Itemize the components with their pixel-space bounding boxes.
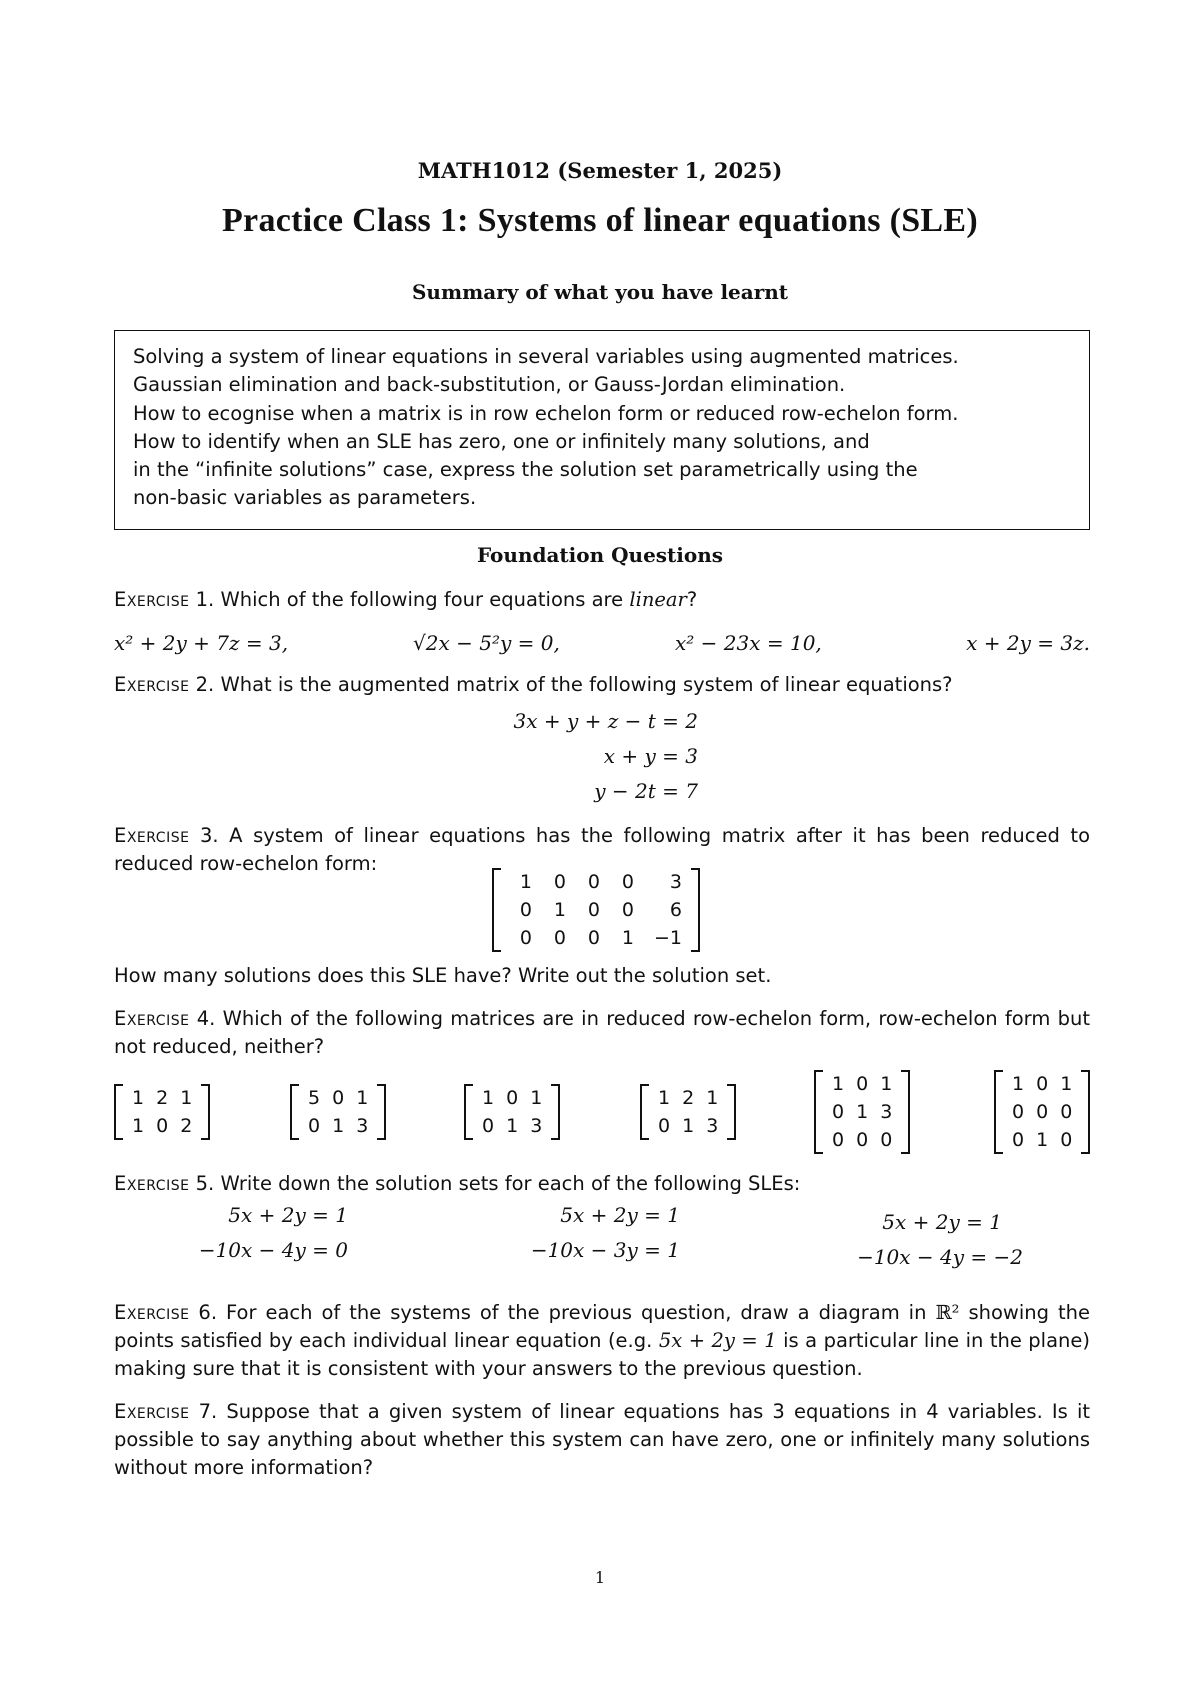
summary-line: How to identify when an SLE has zero, one or infinitely many solutions, and bbox=[133, 429, 870, 453]
exercise-5-prompt bbox=[114, 1170, 1090, 1198]
summary-list bbox=[133, 343, 1079, 513]
exercise-text: For each of the systems of the previous question, draw a diagram in bbox=[226, 1301, 936, 1324]
exercise-7-prompt bbox=[114, 1398, 1090, 1482]
exercise-number: 6. bbox=[198, 1301, 218, 1324]
matrix-cell: 0 bbox=[587, 899, 600, 921]
equation: 5x + 2y = 1 bbox=[560, 1203, 680, 1227]
matrix-grid bbox=[504, 868, 688, 952]
matrix-cell: 1 bbox=[356, 1087, 369, 1109]
matrix-cell: 1 bbox=[706, 1087, 719, 1109]
summary-line: Gaussian elimination and back-substitution, or Gauss-Jordan elimination. bbox=[133, 373, 846, 397]
matrix-cell: 1 bbox=[482, 1087, 495, 1109]
exercise-text: Which of the following four equations are bbox=[220, 588, 630, 611]
matrix-cell: 0 bbox=[1036, 1101, 1049, 1123]
matrix-row bbox=[504, 868, 688, 896]
exercise-number: 1. bbox=[195, 588, 215, 611]
matrix-row bbox=[826, 1098, 898, 1126]
equation: y − 2t = 7 bbox=[594, 779, 698, 803]
matrix-row bbox=[126, 1112, 198, 1140]
matrix-option-2 bbox=[290, 1084, 386, 1140]
summary-heading: Summary of what you have learnt bbox=[411, 280, 789, 304]
matrix-cell: 0 bbox=[832, 1101, 845, 1123]
matrix-cell: 3 bbox=[356, 1115, 369, 1137]
matrix-cell: 1 bbox=[682, 1115, 695, 1137]
left-bracket bbox=[814, 1070, 823, 1154]
right-bracket bbox=[201, 1084, 210, 1140]
exercise-6-prompt bbox=[114, 1299, 1090, 1383]
equation: 5x + 2y = 1 bbox=[882, 1210, 1002, 1234]
matrix-cell: 0 bbox=[587, 871, 600, 893]
matrix-option-4 bbox=[640, 1084, 736, 1140]
matrix-cell: 0 bbox=[1012, 1129, 1025, 1151]
matrix-row bbox=[126, 1084, 198, 1112]
exercise-label: Exercise bbox=[114, 1007, 190, 1030]
exercise-label: Exercise bbox=[114, 588, 190, 611]
matrix-cell: 0 bbox=[658, 1115, 671, 1137]
matrix-cell: 1 bbox=[506, 1115, 519, 1137]
matrix-row bbox=[826, 1126, 898, 1154]
matrix-cell: −1 bbox=[653, 927, 682, 949]
right-bracket bbox=[551, 1084, 560, 1140]
matrix-cell: 0 bbox=[553, 927, 566, 949]
exercise-number: 4. bbox=[196, 1007, 216, 1030]
equation: −10x − 4y = 0 bbox=[198, 1238, 348, 1262]
exercise-3-question: How many solutions does this SLE have? Write out the solution set. bbox=[114, 964, 772, 987]
matrix-cell: 3 bbox=[669, 871, 682, 893]
exercise-text: What is the augmented matrix of the following system of linear equations? bbox=[220, 673, 953, 696]
matrix-row bbox=[504, 896, 688, 924]
equation: x + y = 3 bbox=[603, 744, 698, 768]
matrix-grid bbox=[826, 1070, 898, 1154]
matrix-cell: 0 bbox=[1036, 1073, 1049, 1095]
exercise-2-prompt bbox=[114, 671, 1090, 699]
rref-matrix bbox=[492, 868, 700, 952]
summary-line: Solving a system of linear equations in several variables using augmented matrices. bbox=[133, 345, 959, 368]
equation: x + 2y = 3z. bbox=[966, 631, 1090, 655]
real-plane-symbol: ℝ² bbox=[935, 1301, 960, 1324]
matrix-cell: 1 bbox=[132, 1115, 145, 1137]
inline-equation: 5x + 2y = 1 bbox=[658, 1329, 777, 1352]
exercise-text: Suppose that a given system of linear equations has 3 equations in 4 variables. Is it possible to say anything about whether this system can have zero, one or infinitely many solutions without more information? bbox=[114, 1400, 1091, 1479]
equation: 5x + 2y = 1 bbox=[228, 1203, 348, 1227]
summary-box bbox=[114, 330, 1090, 530]
matrix-cell: 0 bbox=[1060, 1129, 1073, 1151]
matrix-cell: 5 bbox=[308, 1087, 321, 1109]
right-bracket bbox=[691, 868, 700, 952]
matrix-cell: 0 bbox=[308, 1115, 321, 1137]
matrix-row bbox=[476, 1112, 548, 1140]
section-heading: Foundation Questions bbox=[476, 543, 724, 567]
matrix-cell: 0 bbox=[1060, 1101, 1073, 1123]
exercise-label: Exercise bbox=[114, 673, 190, 696]
matrix-cell: 0 bbox=[332, 1087, 345, 1109]
matrix-cell: 3 bbox=[706, 1115, 719, 1137]
exercise-text: A system of linear equations has the following matrix after it has been reduced to reduced row-echelon form: bbox=[114, 824, 1091, 875]
left-bracket bbox=[640, 1084, 649, 1140]
equation: −10x − 4y = −2 bbox=[857, 1245, 1023, 1269]
matrix-cell: 0 bbox=[519, 927, 532, 949]
exercise-text: Write down the solution sets for each of the following SLEs: bbox=[220, 1172, 801, 1195]
matrix-row bbox=[476, 1084, 548, 1112]
matrix-cell: 1 bbox=[832, 1073, 845, 1095]
matrix-grid bbox=[1006, 1070, 1078, 1154]
summary-line: non-basic variables as parameters. bbox=[133, 486, 477, 510]
matrix-cell: 1 bbox=[880, 1073, 893, 1095]
matrix-option-5 bbox=[814, 1070, 910, 1154]
matrix-cell: 1 bbox=[530, 1087, 543, 1109]
right-bracket bbox=[377, 1084, 386, 1140]
matrix-cell: 0 bbox=[506, 1087, 519, 1109]
matrix-row bbox=[652, 1112, 724, 1140]
matrix-cell: 1 bbox=[658, 1087, 671, 1109]
matrix-cell: 0 bbox=[587, 927, 600, 949]
exercise-text: Which of the following matrices are in reduced row-echelon form, row-echelon form but not reduced, neither? bbox=[114, 1007, 1090, 1058]
matrix-cell: 1 bbox=[519, 871, 532, 893]
matrix-row bbox=[1006, 1070, 1078, 1098]
right-bracket bbox=[1081, 1070, 1090, 1154]
equation: x² + 2y + 7z = 3, bbox=[114, 631, 289, 655]
matrix-cell: 1 bbox=[180, 1087, 193, 1109]
emphasis-text: linear bbox=[629, 588, 687, 611]
equation: −10x − 3y = 1 bbox=[530, 1238, 680, 1262]
exercise-4-prompt bbox=[114, 1005, 1090, 1061]
matrix-cell: 1 bbox=[332, 1115, 345, 1137]
matrix-cell: 0 bbox=[880, 1129, 893, 1151]
matrix-row bbox=[302, 1112, 374, 1140]
matrix-cell: 0 bbox=[1012, 1101, 1025, 1123]
matrix-grid bbox=[126, 1084, 198, 1140]
matrix-grid bbox=[302, 1084, 374, 1140]
matrix-cell: 0 bbox=[519, 899, 532, 921]
left-bracket bbox=[464, 1084, 473, 1140]
matrix-cell: 3 bbox=[530, 1115, 543, 1137]
exercise-label: Exercise bbox=[114, 824, 190, 847]
matrix-option-3 bbox=[464, 1084, 560, 1140]
matrix-cell: 6 bbox=[669, 899, 682, 921]
matrix-cell: 1 bbox=[856, 1101, 869, 1123]
matrix-row bbox=[652, 1084, 724, 1112]
matrix-cell: 0 bbox=[621, 899, 634, 921]
equation: √2x − 5²y = 0, bbox=[413, 631, 560, 655]
exercise-number: 7. bbox=[198, 1400, 218, 1423]
matrix-cell: 0 bbox=[553, 871, 566, 893]
matrix-cell: 0 bbox=[621, 871, 634, 893]
equation: x² − 23x = 10, bbox=[675, 631, 822, 655]
matrix-grid bbox=[652, 1084, 724, 1140]
course-code: MATH1012 (Semester 1, 2025) bbox=[417, 158, 783, 183]
exercise-number: 5. bbox=[195, 1172, 215, 1195]
exercise-label: Exercise bbox=[114, 1400, 190, 1423]
right-bracket bbox=[901, 1070, 910, 1154]
matrix-cell: 3 bbox=[880, 1101, 893, 1123]
summary-line: in the “infinite solutions” case, express the solution set parametrically using the bbox=[133, 458, 918, 482]
matrix-cell: 1 bbox=[1012, 1073, 1025, 1095]
matrix-row bbox=[1006, 1126, 1078, 1154]
exercise-number: 2. bbox=[195, 673, 215, 696]
matrix-cell: 1 bbox=[1060, 1073, 1073, 1095]
matrix-row bbox=[826, 1070, 898, 1098]
equation: 3x + y + z − t = 2 bbox=[513, 709, 698, 733]
exercise-label: Exercise bbox=[114, 1172, 190, 1195]
exercise-number: 3. bbox=[200, 824, 219, 847]
right-bracket bbox=[727, 1084, 736, 1140]
matrix-cell: 1 bbox=[1036, 1129, 1049, 1151]
matrix-row bbox=[302, 1084, 374, 1112]
page-number: 1 bbox=[594, 1568, 606, 1587]
exercise-text: showing the points satisfied by each individual linear equation (e.g. bbox=[114, 1301, 1091, 1352]
page-title: Practice Class 1: Systems of linear equations (SLE) bbox=[221, 202, 978, 239]
matrix-cell: 0 bbox=[482, 1115, 495, 1137]
exercise-text: is a particular line in the plane) making sure that it is consistent with your answers to the previous question. bbox=[114, 1329, 1091, 1380]
matrix-cell: 0 bbox=[832, 1129, 845, 1151]
matrix-row bbox=[1006, 1098, 1078, 1126]
left-bracket bbox=[492, 868, 501, 952]
matrix-cell: 1 bbox=[132, 1087, 145, 1109]
exercise-text: ? bbox=[686, 588, 698, 611]
matrix-cell: 1 bbox=[621, 927, 634, 949]
matrix-option-6 bbox=[994, 1070, 1090, 1154]
summary-line: How to ecognise when a matrix is in row echelon form or reduced row-echelon form. bbox=[133, 401, 959, 425]
matrix-cell: 0 bbox=[156, 1115, 169, 1137]
left-bracket bbox=[994, 1070, 1003, 1154]
left-bracket bbox=[290, 1084, 299, 1140]
exercise-label: Exercise bbox=[114, 1301, 190, 1324]
matrix-row bbox=[504, 924, 688, 952]
matrix-cell: 2 bbox=[180, 1115, 193, 1137]
left-bracket bbox=[114, 1084, 123, 1140]
matrix-cell: 2 bbox=[682, 1087, 695, 1109]
matrix-cell: 0 bbox=[856, 1073, 869, 1095]
matrix-grid bbox=[476, 1084, 548, 1140]
matrix-cell: 2 bbox=[156, 1087, 169, 1109]
exercise-1-prompt bbox=[114, 586, 1090, 614]
matrix-cell: 0 bbox=[856, 1129, 869, 1151]
matrix-cell: 1 bbox=[553, 899, 566, 921]
matrix-option-1 bbox=[114, 1084, 210, 1140]
